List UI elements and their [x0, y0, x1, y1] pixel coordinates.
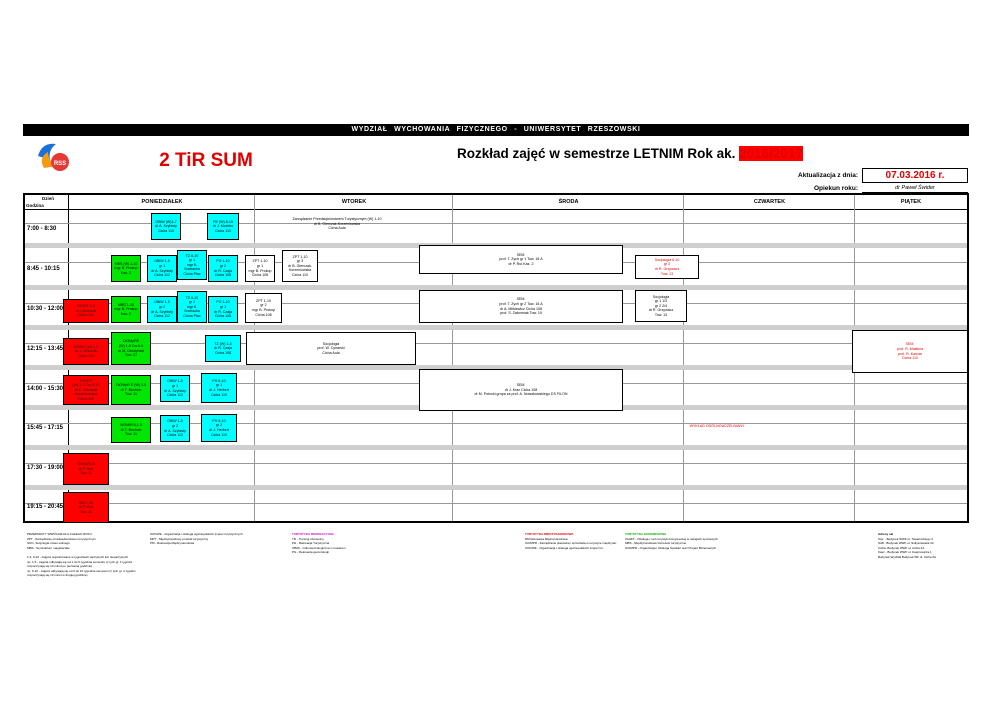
- legend-line: Tow. - Budynek WWF ul. Towarnickiego 3: [878, 536, 933, 541]
- class-block-line: OGMiT (W) 1-5: [73, 344, 99, 349]
- class-block-line: Tow. 13: [654, 312, 668, 317]
- legend-line: OGMiT - Obsługa i ruch turystyki kongresowej w usługach sportowych: [625, 536, 718, 541]
- class-block-line: Zarządzanie Przedsiębiorstwem Turystycznym (W) 1-10: [292, 217, 382, 222]
- class-block-line: dr R. Grzywacz: [648, 308, 674, 313]
- class-block: [419, 369, 623, 411]
- class-block-line: gr 2 2/4: [654, 303, 668, 308]
- class-block: [207, 213, 239, 240]
- class-block-line: SEM.: [516, 297, 526, 302]
- class-block-line: Cicha 110: [292, 272, 308, 277]
- class-block-line: dr R. Czaja: [214, 268, 232, 273]
- class-block-line: dr M. Potocki grupa za prof. A. Nowakowskiego DS FILON: [474, 392, 568, 397]
- class-block: [63, 299, 109, 323]
- class-block-line: dr T. Bucholc: [120, 387, 142, 392]
- day-header-tuesday: WTOREK: [341, 199, 367, 205]
- legend-line: OiOGPE - Organizacja i obsługa ogólnopolskich imprez turystycznych: [150, 532, 243, 536]
- time-slot-label: 8:45 - 10:15: [27, 266, 60, 272]
- class-block: [257, 213, 417, 235]
- class-block-line: Cicha 112: [167, 433, 183, 438]
- schedule-title-prefix: Rozkład zajęć w semestrze LETNIM Rok ak.: [457, 146, 740, 161]
- class-block-line: PH 6-10: [212, 378, 226, 383]
- class-block-line: Cicha 110: [158, 228, 174, 233]
- day-header-wednesday: ŚRODA: [558, 199, 579, 205]
- class-block-line: OiOMpR E (W) 1-5: [115, 383, 147, 388]
- legend-heading: TURYSTYKA MIĘDZYNARODOWA: [525, 532, 574, 536]
- class-block-line: prof. S. Zaborniak Tow. 19: [500, 311, 542, 316]
- legend-line: PM - Rekreacja Międzynarodowa: [150, 541, 195, 546]
- class-block-line: dr A. Szybisty: [164, 388, 186, 393]
- class-block-line: dr J. Kraz Cicha 108: [504, 387, 538, 392]
- tutor-label: Opiekun roku:: [813, 185, 858, 192]
- class-block: [208, 296, 238, 323]
- class-block-line: prof. R. Małkinia: [897, 346, 923, 351]
- class-block-line: mgr K.: [186, 304, 198, 309]
- class-block: [151, 213, 181, 240]
- group-title: 2 TiR SUM: [159, 150, 253, 171]
- class-block: [419, 245, 623, 274]
- faculty-header-bar: WYDZIAŁ WYCHOWANIA FIZYCZNEGO - UNIWERSYTET RZESZOWSKI: [23, 124, 969, 136]
- class-block-line: Cicha 108: [251, 273, 269, 278]
- class-block: [635, 290, 687, 322]
- class-block: [208, 255, 238, 282]
- class-block-line: gr 1: [219, 304, 227, 309]
- class-block-line: Tow. 13: [660, 271, 674, 276]
- class-block-line: gr 3: [663, 262, 671, 267]
- update-date-value: 07.03.2016 r.: [862, 168, 968, 183]
- class-block-line: (W) 1-5 Cw.6-9: [118, 343, 144, 348]
- class-block: [282, 250, 318, 282]
- legend-international: [525, 532, 625, 550]
- class-block: [245, 255, 275, 282]
- class-block-line: prof. T. Zych gr 2 Tow. 16 A: [499, 301, 543, 306]
- legend-heading: TURYSTYKA KONGRESOWA: [625, 532, 667, 536]
- class-block-line: mgr B. Prokop: [252, 308, 275, 312]
- class-block-line: OBiW 1-5: [167, 379, 183, 384]
- logo-graphic: [34, 138, 78, 178]
- class-block: [111, 332, 151, 365]
- class-block: [111, 375, 151, 405]
- class-block-line: SEM.: [905, 342, 915, 347]
- legend-heading: TURYSTYKA REKREACYJNA: [292, 532, 334, 536]
- class-block-line: Cicha 110: [78, 396, 94, 401]
- legend-recreation: [292, 532, 382, 555]
- legend-items: [525, 537, 625, 551]
- class-block-line: Sochacka: [184, 267, 200, 272]
- class-block: [111, 296, 141, 323]
- class-block: [245, 293, 282, 323]
- class-block-line: Tow. 11: [80, 471, 92, 476]
- legend-line: SoB - Budynek WWF ul. Sołtyszewska 33: [878, 541, 934, 546]
- legend-line: OBiW - Odnowa biologiczna z masażem: [292, 545, 346, 550]
- class-block-line: Cicha 112: [154, 273, 170, 278]
- legend-line: RM Rekreacja Międzynarodowa: [525, 536, 568, 541]
- university-logo: [34, 138, 78, 178]
- schedule-title: [420, 142, 840, 166]
- time-slot-label: 12:15 - 13:45: [27, 346, 64, 352]
- class-block-line: dr R. Czaja: [214, 309, 232, 314]
- class-block: [653, 421, 781, 431]
- class-block-line: Cicha Plac: [183, 313, 201, 318]
- class-block-line: gr 2: [260, 303, 267, 308]
- class-block-line: Cicha 108: [255, 312, 272, 317]
- class-block-line: dr M. Obodyński: [117, 348, 145, 353]
- class-block-line: prof. W. Cynarski: [317, 346, 345, 351]
- class-block-line: prof. T. Zych gr 1 Tow. 16 A: [499, 257, 543, 262]
- class-block-line: gr 2: [219, 263, 227, 268]
- class-block-line: OBiW 1-5: [154, 300, 170, 305]
- break-band: [25, 445, 967, 450]
- class-block: [111, 417, 151, 443]
- legend-items: [878, 537, 968, 560]
- class-block-line: Cicha Aula: [322, 350, 340, 355]
- class-block-line: SEM.: [516, 383, 526, 388]
- legend-line: PH - Rekreacja Turystyczna: [292, 541, 330, 546]
- time-slot-label: 19:15 - 20:45: [27, 504, 64, 510]
- time-slot-label: 15:45 - 17:15: [27, 425, 64, 431]
- class-block-line: dr J. Mońdro: [212, 224, 234, 229]
- class-block-line: Cicha 110: [78, 353, 94, 358]
- class-block-line: gr 1: [256, 263, 264, 268]
- class-block-line: Kas. 2: [120, 311, 132, 316]
- class-block-line: dr P. Rut Kas. 2: [508, 261, 534, 266]
- class-block-line: mgr B. Prokop: [248, 268, 272, 273]
- legend-line: Kasz - Budynek WWF ul. Kasprowicza 1: [878, 550, 932, 555]
- legend-line: MBS - Międzynarodowe biznesów turystyczne: [625, 541, 687, 546]
- legend-line: OiOOPE - Organizacja i obsługa ogólnopolskich imprez tur.: [525, 545, 604, 550]
- class-block: [419, 290, 623, 323]
- class-block-line: OiOMpRE: [122, 339, 140, 344]
- class-block: [147, 296, 177, 323]
- class-block-line: dr E. Gierczak: [74, 387, 98, 392]
- legend-items: [292, 537, 382, 555]
- legend-line: Cicha: Budynek WWF ul. Cicha 2A: [878, 545, 925, 550]
- class-block-line: Sochacka: [184, 309, 200, 314]
- legend-line: np. 6-10 - zajęcia odbywają się od 6 do 10 tygodnia semestru (z tych gr. 2 tygodni rozpoczynają się 10 minut w drugiej godzinie): [27, 568, 136, 578]
- class-block-line: (W) 1-7 Cw. 8-10: [72, 383, 100, 388]
- class-block-line: dr A. Mitkiewicz Cicha 108: [500, 306, 542, 311]
- schedule-year: 2016/2017: [739, 146, 803, 161]
- corner-hour-label: Godzina: [26, 203, 44, 208]
- legend-common: [27, 532, 143, 578]
- class-block-line: dr A. Szybisty: [151, 309, 173, 314]
- class-block-line: dr B. Gierczak-Korzeniowska: [313, 221, 361, 226]
- class-block-line: OBiW (W)1-7: [155, 219, 177, 224]
- class-block: [201, 414, 237, 442]
- class-block-line: Cicha 110: [78, 313, 94, 318]
- update-date-label: Aktualizacja z dnia:: [798, 172, 858, 179]
- class-block-line: WOMiR 6-1 0: [120, 423, 142, 428]
- class-block: [63, 492, 109, 523]
- class-block-line: Socjologia 6-10: [654, 257, 680, 262]
- class-block-line: PH 6-10: [212, 418, 226, 423]
- class-block-line: Tow. 11: [125, 432, 137, 437]
- class-block-line: Cicha 108: [214, 273, 232, 278]
- class-block-line: OiG(W)1-5: [77, 462, 95, 467]
- legend-line: SOC- Socjologia czasu wolnego: [27, 541, 70, 546]
- legend-rooms: [878, 532, 968, 560]
- class-block-line: Korzeniowska: [74, 392, 98, 397]
- legend-line: ZPT - Zarządzanie przedsiębiorstwem turystycznym: [27, 536, 96, 541]
- day-header-thursday: CZWARTEK: [753, 199, 786, 205]
- class-block-line: dr B. Gierczak-: [288, 263, 312, 268]
- class-block-line: gr 2: [215, 423, 223, 428]
- class-block-line: Socjologia: [322, 341, 340, 346]
- legend-line: TR - Treningi zdrowotny: [292, 536, 324, 541]
- break-band: [25, 485, 967, 490]
- class-block-line: gr 1: [158, 263, 166, 268]
- class-block-line: mgr B. Prokop: [114, 307, 138, 312]
- legend-line: MPT - Międzynarodowy produkt turystyczny: [150, 536, 209, 541]
- break-band: [25, 325, 967, 330]
- class-block-line: OGMiTr: [79, 378, 93, 383]
- class-block-line: PE (W) 8-15: [213, 219, 233, 224]
- legend-heading: Adresy sal: [878, 532, 894, 536]
- class-block-line: WYKŁAD OGÓLNOUCZELNIANY: [689, 423, 745, 428]
- class-block-line: Korzeniowska: [288, 268, 312, 273]
- class-block-line: dr R. Grzywacz: [654, 267, 680, 271]
- class-block-line: prof. R. Kasnar: [897, 351, 923, 356]
- class-block-line: TZ 6-10: [185, 253, 199, 258]
- class-block-line: INB 1-10: [78, 500, 94, 505]
- class-block: [63, 375, 109, 405]
- class-block-line: Tow. 11: [80, 509, 92, 514]
- class-block-line: gr 3: [296, 259, 304, 264]
- class-block: [111, 255, 141, 282]
- class-block: [160, 375, 190, 402]
- class-block-line: Cicha Plac: [183, 271, 201, 276]
- time-slot-label: 14:00 - 15:30: [27, 386, 64, 392]
- class-block-line: MBS 1-10: [118, 302, 134, 307]
- time-slot-label: 7:00 - 8:30: [27, 226, 57, 232]
- class-block-line: Cicha 108: [214, 350, 232, 355]
- legend-items: [625, 537, 755, 551]
- class-block-line: gr 1: [188, 258, 196, 263]
- class-block: [177, 291, 207, 323]
- class-block-line: Tow. 11: [125, 392, 137, 397]
- timetable-grid: [23, 193, 969, 523]
- class-block-line: TZ (W) 1-5: [214, 341, 232, 346]
- class-block-line: PG 1-10: [216, 300, 230, 305]
- class-block-line: Cicha 110: [902, 356, 918, 361]
- class-block-line: Cicha Aula: [328, 226, 346, 231]
- legend-congress: [625, 532, 755, 550]
- class-block: [63, 338, 109, 365]
- legend-codes: [150, 532, 260, 546]
- class-block-line: dr J. Wolczak: [75, 349, 97, 354]
- class-block-line: Cicha 110: [215, 228, 231, 233]
- class-block-line: gr 1: [171, 383, 179, 388]
- class-block-line: gr 1 1/3: [654, 299, 668, 304]
- class-block-line: Kas. 2: [120, 270, 132, 275]
- class-block-line: dr A. Szybisty: [164, 428, 186, 433]
- legend-line: Budynek Wydział Budynek WF ul. Cicha 2A: [878, 554, 936, 559]
- class-block: [147, 255, 177, 282]
- class-block: [177, 250, 207, 280]
- class-block: [246, 332, 416, 365]
- legend-line: 1-5, 6-10 - zajęcia organizowane w tygodniach parzystych lub nieparzystych: [27, 554, 129, 559]
- half-hour-line: [25, 463, 967, 464]
- class-block-line: Cicha 108: [214, 314, 232, 319]
- class-block-line: PG 1-10: [216, 259, 230, 264]
- class-block-line: gr 2: [188, 300, 196, 305]
- class-block: [852, 330, 968, 373]
- legend-line: PG - Rekreacja gerontologii: [292, 550, 329, 555]
- legend-line: OiOMPR - Organizacja i Obsługa Spotkań oraz Projekt Biznesowych: [625, 545, 717, 550]
- logo-text: RSS: [53, 161, 67, 167]
- class-block-line: Cicha 110: [211, 432, 227, 437]
- class-block-line: dr R. Czaja: [214, 346, 232, 351]
- class-block-line: ZPT 1-10: [292, 254, 308, 259]
- legend-line: np. 1-5 - zajęcia odbywają się od 1 do 5 tygodnia semestru (z tych gr. 1 tygodni rozpoczynają się 10 minut po pierwszej godzinie): [27, 559, 133, 569]
- class-block-line: dr P. Król: [78, 466, 94, 471]
- class-block-line: SEM.: [516, 252, 526, 257]
- header-divider: [25, 209, 967, 210]
- class-block-line: gr 2: [158, 304, 166, 309]
- class-block-line: MBS (W) 1-10: [114, 261, 138, 266]
- class-block-line: Tow. 27: [124, 353, 138, 358]
- class-block-line: dr A. Szybisty: [151, 268, 173, 273]
- class-block-line: OGMiT 1-5: [77, 304, 95, 309]
- half-hour-line: [25, 343, 967, 344]
- class-block-line: dr J. Herbert: [209, 428, 229, 432]
- class-block-line: dr A. Szybisty: [155, 224, 177, 229]
- class-block-line: ZPT 1-10: [252, 259, 268, 264]
- class-block-line: Cicha 112: [154, 314, 170, 319]
- class-block: [160, 415, 190, 442]
- class-block-line: ZPT 1-10: [256, 298, 271, 303]
- class-block: [205, 335, 241, 362]
- day-header-friday: PIĄTEK: [900, 199, 922, 205]
- corner-day-label: Dzień: [42, 196, 55, 201]
- class-block: [63, 453, 109, 485]
- day-header-monday: PONIEDZIAŁEK: [141, 199, 183, 205]
- class-block-line: dr T. Bucholc: [120, 427, 142, 432]
- tutor-name: dr Paweł Świder: [862, 183, 968, 193]
- class-block-line: OBiW 1-5: [167, 419, 183, 424]
- legend-line: MBS - Seminarium magisterskie: [27, 545, 70, 550]
- time-slot-label: 10:30 - 12:00: [27, 306, 64, 312]
- class-block-line: Cicha 112: [167, 393, 183, 398]
- class-block-line: dr J. Herbert: [209, 388, 229, 392]
- class-block-line: mgr K.: [186, 262, 198, 267]
- class-block-line: dr P. Król: [78, 505, 94, 510]
- time-slot-label: 17:30 - 19:00: [27, 465, 64, 471]
- legend-line: PRZEDMIOTY WSPÓLNE DLA CAŁEGO ROKU: [27, 532, 92, 536]
- class-block-line: Socjologia: [652, 294, 670, 299]
- class-block: [635, 255, 699, 279]
- class-block-line: gr 1: [215, 383, 223, 388]
- class-block-line: OBiW 1-5: [154, 259, 170, 264]
- class-block-line: dr J.Wolczak: [75, 308, 97, 313]
- class-block-line: mgr B. Prokop: [114, 266, 138, 271]
- class-block: [201, 373, 237, 403]
- class-block-line: TZ 6-10: [185, 295, 199, 300]
- class-block-line: gr 2: [171, 423, 179, 428]
- legend-line: OiOMPR - Zarządzanie placówką i sprzedażą w turystyce międzynar.: [525, 541, 617, 546]
- class-block-line: Cicha 110: [211, 392, 227, 397]
